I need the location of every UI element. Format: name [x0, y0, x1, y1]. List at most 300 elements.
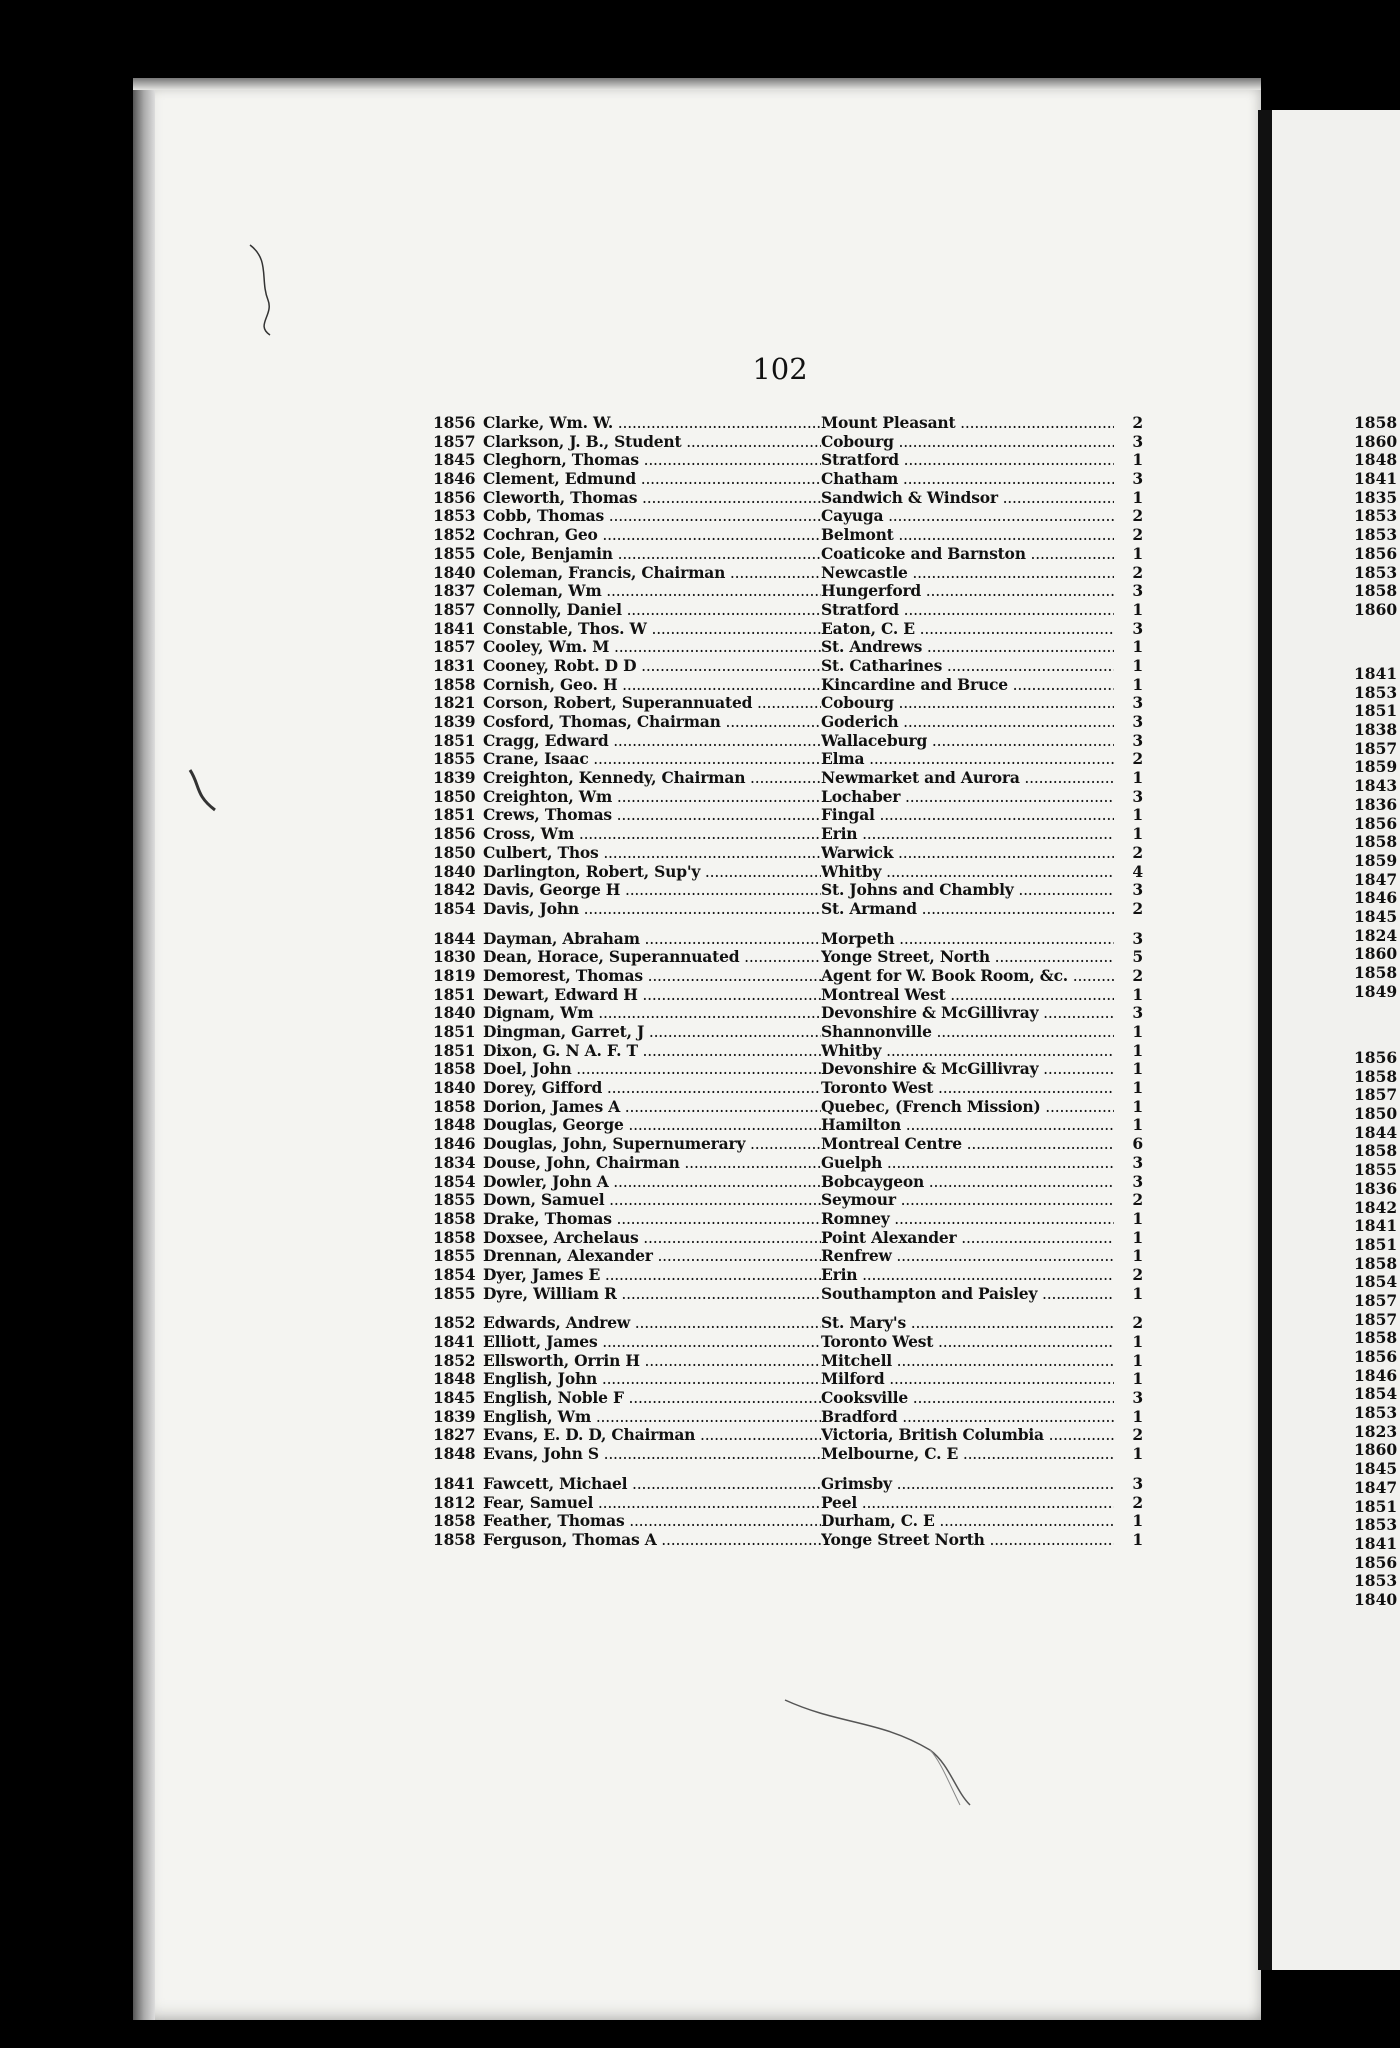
- page-top-shadow: [133, 78, 1261, 90]
- entry-row: [433, 1060, 1143, 1079]
- entry-year: 1850: [433, 786, 476, 806]
- entry-row: [433, 1333, 1143, 1352]
- facing-page-year: 1858: [1354, 581, 1398, 601]
- entry-row: [433, 1135, 1143, 1154]
- facing-page-year: 1857: [1354, 1309, 1398, 1329]
- entry-row: [433, 750, 1143, 769]
- entry-name: Dyer, James E .....: [483, 1266, 821, 1285]
- facing-page-year: 1835: [1354, 487, 1398, 507]
- entry-place: Melbourne, C. E .....: [821, 1445, 1114, 1464]
- entry-place: Sandwich & Windsor .....: [821, 489, 1114, 508]
- entry-year: 1848: [433, 1115, 476, 1135]
- entry-place: Yonge Street North .....: [821, 1531, 1114, 1550]
- entry-year: 1819: [433, 965, 476, 985]
- entry-name: Dewart, Edward H .....: [483, 986, 821, 1005]
- entry-row: [433, 1116, 1143, 1135]
- entry-row: [433, 1266, 1143, 1285]
- entry-year: 1839: [433, 768, 476, 788]
- entry-year: 1858: [433, 1096, 476, 1116]
- entry-row: [433, 1285, 1143, 1304]
- entry-name: Douglas, John, Supernumerary .....: [483, 1135, 821, 1154]
- entry-year: 1846: [433, 1134, 476, 1154]
- entry-name: Cooley, Wm. M .....: [483, 638, 821, 657]
- entry-name: Dixon, G. N A. F. T .....: [483, 1042, 821, 1061]
- entry-place: Hungerford .....: [821, 582, 1114, 601]
- entry-year: 1856: [433, 413, 476, 432]
- facing-page-year: 1851: [1354, 701, 1398, 721]
- entry-place: Montreal Centre .....: [821, 1135, 1114, 1154]
- entry-row: [433, 1475, 1143, 1494]
- entry-row: [433, 1352, 1143, 1371]
- entry-count: 1: [1132, 1511, 1143, 1531]
- entry-place: Bradford .....: [821, 1408, 1114, 1427]
- entry-year: 1840: [433, 1078, 476, 1098]
- entry-place: Hamilton .....: [821, 1116, 1114, 1135]
- entry-row: [433, 1389, 1143, 1408]
- entry-place: Toronto West .....: [821, 1079, 1114, 1098]
- entry-year: 1842: [433, 880, 476, 900]
- entry-count: 1: [1132, 1115, 1143, 1135]
- facing-page-year: 1856: [1354, 1347, 1398, 1366]
- entry-name: Crews, Thomas .....: [483, 806, 821, 825]
- entry-year: 1850: [433, 842, 476, 862]
- entry-place: Morpeth .....: [821, 930, 1114, 949]
- entry-name: Ferguson, Thomas A .....: [483, 1531, 821, 1550]
- scan-hair-mark: [240, 240, 290, 340]
- entry-count: 1: [1132, 637, 1143, 657]
- facing-page-year: 1856: [1354, 1048, 1398, 1067]
- entry-name: Dorey, Gifford .....: [483, 1079, 821, 1098]
- entry-name: Creighton, Kennedy, Chairman .....: [483, 769, 821, 788]
- entry-year: 1851: [433, 984, 476, 1004]
- facing-page-year: 1846: [1354, 888, 1398, 908]
- facing-page-year: 1841: [1354, 1216, 1398, 1236]
- entry-row: [433, 638, 1143, 657]
- entry-count: 1: [1132, 1444, 1143, 1464]
- facing-page-year: 1858: [1354, 832, 1398, 852]
- entry-count: 1: [1132, 543, 1143, 563]
- entry-row: [433, 1023, 1143, 1042]
- entry-place: Whitby .....: [821, 863, 1114, 882]
- entry-row: [433, 694, 1143, 713]
- entry-name: Fear, Samuel .....: [483, 1494, 821, 1513]
- entry-count: 1: [1132, 599, 1143, 619]
- facing-page-year: 1853: [1354, 506, 1398, 526]
- entry-row: [433, 1098, 1143, 1117]
- entry-count: 3: [1132, 469, 1143, 489]
- entry-count: 2: [1132, 965, 1143, 985]
- facing-page-year: 1849: [1354, 981, 1398, 1001]
- entry-year: 1845: [433, 450, 476, 470]
- facing-page-year: 1855: [1354, 1160, 1398, 1180]
- facing-page-year: 1853: [1354, 682, 1398, 702]
- entry-year: 1851: [433, 1022, 476, 1041]
- entry-place: St. Andrews .....: [821, 638, 1114, 657]
- entry-count: 1: [1132, 1096, 1143, 1116]
- entry-group: [433, 414, 1143, 919]
- entry-row: [433, 1191, 1143, 1210]
- entry-row: [433, 414, 1143, 433]
- facing-page-year: 1856: [1354, 813, 1398, 833]
- entry-year: 1855: [433, 1283, 476, 1303]
- entry-year: 1841: [433, 1332, 476, 1351]
- entry-place: Mitchell .....: [821, 1352, 1114, 1371]
- entry-place: Fingal .....: [821, 806, 1114, 825]
- entry-row: [433, 564, 1143, 583]
- entry-name: Dyre, William R .....: [483, 1285, 821, 1304]
- entry-name: Corson, Robert, Superannuated .....: [483, 694, 821, 713]
- entry-year: 1834: [433, 1152, 476, 1172]
- entry-name: Cole, Benjamin .....: [483, 545, 821, 564]
- entry-place: St. Catharines .....: [821, 657, 1114, 676]
- entry-place: Elma .....: [821, 750, 1114, 769]
- entry-year: 1848: [433, 1369, 476, 1389]
- entry-name: Cochran, Geo .....: [483, 526, 821, 545]
- entry-name: Dorion, James A .....: [483, 1098, 821, 1117]
- entry-year: 1839: [433, 712, 476, 731]
- entry-name: Cosford, Thomas, Chairman .....: [483, 713, 821, 732]
- entry-name: Ellsworth, Orrin H .....: [483, 1352, 821, 1371]
- entry-count: 2: [1132, 413, 1143, 432]
- entry-place: Cobourg .....: [821, 694, 1114, 713]
- facing-page-years-block-2: [1354, 665, 1400, 1001]
- entry-place: Cayuga .....: [821, 507, 1114, 526]
- entry-place: Romney .....: [821, 1210, 1114, 1229]
- entry-place: Southampton and Paisley .....: [821, 1285, 1114, 1304]
- entry-year: 1821: [433, 693, 476, 713]
- entry-place: Guelph .....: [821, 1154, 1114, 1173]
- facing-page-year: 1841: [1354, 469, 1398, 489]
- entry-count: 1: [1132, 1059, 1143, 1079]
- entry-place: Stratford .....: [821, 601, 1114, 620]
- entry-year: 1856: [433, 824, 476, 844]
- paper-tear-mark: [780, 1690, 1010, 1810]
- book-spine: [1258, 110, 1272, 1970]
- entry-name: Connolly, Daniel .....: [483, 601, 821, 620]
- facing-page-year: 1856: [1354, 1552, 1398, 1572]
- entry-count: 1: [1132, 1406, 1143, 1426]
- entry-name: Creighton, Wm .....: [483, 788, 821, 807]
- entry-year: 1854: [433, 1264, 476, 1284]
- entry-name: Cross, Wm .....: [483, 825, 821, 844]
- entry-place: Newcastle .....: [821, 564, 1114, 583]
- entry-name: Dean, Horace, Superannuated .....: [483, 948, 821, 967]
- entry-row: [433, 863, 1143, 882]
- entry-name: Cooney, Robt. D D .....: [483, 657, 821, 676]
- entry-name: English, Noble F .....: [483, 1389, 821, 1408]
- entry-place: Warwick .....: [821, 844, 1114, 863]
- entry-year: 1851: [433, 1040, 476, 1060]
- facing-page-year: 1857: [1354, 1290, 1398, 1310]
- entry-row: [433, 1210, 1143, 1229]
- entry-row: [433, 1229, 1143, 1248]
- entry-place: Belmont .....: [821, 526, 1114, 545]
- facing-page-year: 1845: [1354, 1459, 1398, 1479]
- entry-year: 1830: [433, 947, 476, 967]
- entry-row: [433, 526, 1143, 545]
- entry-name: English, John .....: [483, 1370, 821, 1389]
- entry-place: Toronto West .....: [821, 1333, 1114, 1352]
- facing-page-year: 1851: [1354, 1496, 1398, 1516]
- entry-year: 1831: [433, 655, 476, 675]
- entry-year: 1841: [433, 1473, 476, 1493]
- facing-page-year: 1858: [1354, 413, 1398, 432]
- entry-place: Point Alexander .....: [821, 1229, 1114, 1248]
- entry-year: 1841: [433, 618, 476, 638]
- facing-page-year: 1847: [1354, 869, 1398, 889]
- facing-page-year: 1838: [1354, 720, 1398, 740]
- entry-place: Whitby .....: [821, 1042, 1114, 1061]
- facing-page-year: 1854: [1354, 1384, 1398, 1404]
- facing-page-year: 1845: [1354, 906, 1398, 926]
- entry-count: 2: [1132, 525, 1143, 545]
- facing-page-year: 1853: [1354, 562, 1398, 582]
- entry-count: 2: [1132, 1313, 1143, 1333]
- entry-name: Dowler, John A .....: [483, 1173, 821, 1192]
- entry-count: 3: [1132, 431, 1143, 451]
- entry-name: Coleman, Wm .....: [483, 582, 821, 601]
- facing-page-year: 1836: [1354, 1178, 1398, 1198]
- entry-count: 2: [1132, 898, 1143, 918]
- facing-page-year: 1846: [1354, 1365, 1398, 1385]
- entry-row: [433, 1004, 1143, 1023]
- entry-name: Evans, E. D. D, Chairman .....: [483, 1426, 821, 1445]
- entry-row: [433, 967, 1143, 986]
- entry-row: [433, 601, 1143, 620]
- entry-row: [433, 1531, 1143, 1550]
- entry-name: Feather, Thomas .....: [483, 1512, 821, 1531]
- entry-year: 1844: [433, 928, 476, 948]
- facing-page-year: 1859: [1354, 850, 1398, 870]
- directory-entries: [433, 414, 1143, 1561]
- entry-place: Stratford .....: [821, 451, 1114, 470]
- entry-row: [433, 1408, 1143, 1427]
- entry-year: 1858: [433, 674, 476, 694]
- entry-year: 1840: [433, 861, 476, 881]
- entry-year: 1837: [433, 581, 476, 601]
- entry-name: Darlington, Robert, Sup'y .....: [483, 863, 821, 882]
- entry-name: Dayman, Abraham .....: [483, 930, 821, 949]
- facing-page-year: 1858: [1354, 1253, 1398, 1273]
- entry-count: 3: [1132, 1388, 1143, 1408]
- entry-place: Kincardine and Bruce .....: [821, 676, 1114, 695]
- entry-count: 2: [1132, 1264, 1143, 1284]
- entry-place: Devonshire & McGillivray .....: [821, 1060, 1114, 1079]
- entry-place: Devonshire & McGillivray .....: [821, 1004, 1114, 1023]
- facing-page-year: 1858: [1354, 963, 1398, 982]
- entry-place: Bobcaygeon .....: [821, 1173, 1114, 1192]
- entry-count: 2: [1132, 506, 1143, 526]
- entry-count: 1: [1132, 1078, 1143, 1098]
- entry-count: 1: [1132, 655, 1143, 675]
- facing-page-year: 1858: [1354, 1066, 1398, 1086]
- facing-page-year: 1847: [1354, 1477, 1398, 1497]
- entry-count: 1: [1132, 1529, 1143, 1549]
- facing-page-year: 1836: [1354, 794, 1398, 814]
- entry-count: 1: [1132, 1040, 1143, 1060]
- entry-name: Davis, John .....: [483, 900, 821, 919]
- entry-place: Peel .....: [821, 1494, 1114, 1513]
- entry-year: 1857: [433, 599, 476, 619]
- entry-count: 3: [1132, 880, 1143, 900]
- entry-year: 1812: [433, 1492, 476, 1512]
- entry-count: 3: [1132, 1473, 1143, 1493]
- entry-place: Newmarket and Aurora .....: [821, 769, 1114, 788]
- entry-row: [433, 788, 1143, 807]
- entry-place: Cooksville .....: [821, 1389, 1114, 1408]
- entry-place: Durham, C. E .....: [821, 1512, 1114, 1531]
- entry-count: 6: [1132, 1134, 1143, 1154]
- entry-count: 3: [1132, 618, 1143, 638]
- entry-count: 1: [1132, 450, 1143, 470]
- entry-place: Victoria, British Columbia .....: [821, 1426, 1114, 1445]
- entry-year: 1856: [433, 487, 476, 507]
- facing-page-year: 1824: [1354, 925, 1398, 945]
- entry-place: Shannonville .....: [821, 1023, 1114, 1042]
- entry-place: Milford .....: [821, 1370, 1114, 1389]
- entry-row: [433, 844, 1143, 863]
- entry-name: Down, Samuel .....: [483, 1191, 821, 1210]
- facing-page-years-block-1: [1354, 414, 1400, 620]
- entry-count: 1: [1132, 805, 1143, 825]
- page-number: 102: [752, 352, 808, 386]
- entry-row: [433, 1494, 1143, 1513]
- entry-group: [433, 1475, 1143, 1550]
- entry-place: Seymour .....: [821, 1191, 1114, 1210]
- entry-count: 1: [1132, 1350, 1143, 1370]
- entry-group: [433, 930, 1143, 1304]
- facing-page-year: 1851: [1354, 1234, 1398, 1254]
- facing-page-year: 1853: [1354, 525, 1398, 545]
- entry-year: 1845: [433, 1388, 476, 1408]
- entry-name: English, Wm .....: [483, 1408, 821, 1427]
- facing-page-years-block-3: [1354, 1049, 1400, 1610]
- entry-name: Demorest, Thomas .....: [483, 967, 821, 986]
- entry-count: 1: [1132, 1227, 1143, 1247]
- entry-count: 1: [1132, 824, 1143, 844]
- entry-name: Crane, Isaac .....: [483, 750, 821, 769]
- entry-year: 1857: [433, 637, 476, 657]
- facing-page-year: 1841: [1354, 664, 1398, 683]
- facing-page-year: 1860: [1354, 431, 1398, 451]
- scan-margin-mark: [185, 765, 225, 825]
- facing-page-year: 1848: [1354, 450, 1398, 470]
- entry-year: 1855: [433, 1246, 476, 1266]
- entry-count: 1: [1132, 674, 1143, 694]
- facing-page-year: 1841: [1354, 1533, 1398, 1553]
- entry-place: Grimsby .....: [821, 1475, 1114, 1494]
- entry-group: [433, 1314, 1143, 1464]
- entry-row: [433, 732, 1143, 751]
- entry-count: 2: [1132, 749, 1143, 769]
- facing-page-year: 1857: [1354, 1085, 1398, 1105]
- entry-name: Douglas, George .....: [483, 1116, 821, 1135]
- entry-count: 1: [1132, 487, 1143, 507]
- entry-name: Drennan, Alexander .....: [483, 1247, 821, 1266]
- entry-count: 2: [1132, 1492, 1143, 1512]
- entry-row: [433, 986, 1143, 1005]
- entry-year: 1855: [433, 543, 476, 563]
- facing-page-year: 1854: [1354, 1272, 1398, 1292]
- entry-year: 1827: [433, 1425, 476, 1445]
- entry-place: Yonge Street, North .....: [821, 948, 1114, 967]
- entry-year: 1846: [433, 469, 476, 489]
- facing-page-year: 1842: [1354, 1197, 1398, 1217]
- entry-place: Erin .....: [821, 1266, 1114, 1285]
- entry-year: 1858: [433, 1208, 476, 1228]
- entry-name: Edwards, Andrew .....: [483, 1314, 821, 1333]
- entry-name: Dingman, Garret, J .....: [483, 1023, 821, 1042]
- page-gutter-shadow: [133, 78, 155, 2020]
- facing-page-year: 1840: [1354, 1589, 1398, 1609]
- entry-row: [433, 769, 1143, 788]
- entry-row: [433, 489, 1143, 508]
- entry-row: [433, 948, 1143, 967]
- entry-row: [433, 451, 1143, 470]
- entry-year: 1851: [433, 805, 476, 825]
- entry-row: [433, 1247, 1143, 1266]
- entry-year: 1852: [433, 525, 476, 545]
- entry-count: 3: [1132, 1171, 1143, 1191]
- entry-year: 1858: [433, 1227, 476, 1247]
- entry-row: [433, 930, 1143, 949]
- entry-year: 1854: [433, 1171, 476, 1191]
- entry-place: St. Johns and Chambly .....: [821, 881, 1114, 900]
- entry-place: Quebec, (French Mission) .....: [821, 1098, 1114, 1117]
- entry-year: 1852: [433, 1350, 476, 1370]
- entry-row: [433, 1173, 1143, 1192]
- facing-page-year: 1857: [1354, 738, 1398, 758]
- entry-place: Cobourg .....: [821, 433, 1114, 452]
- entry-row: [433, 881, 1143, 900]
- entry-row: [433, 470, 1143, 489]
- facing-page-year: 1860: [1354, 944, 1398, 964]
- entry-row: [433, 1512, 1143, 1531]
- entry-name: Cleworth, Thomas .....: [483, 489, 821, 508]
- entry-count: 3: [1132, 712, 1143, 731]
- entry-year: 1839: [433, 1406, 476, 1426]
- entry-name: Douse, John, Chairman .....: [483, 1154, 821, 1173]
- entry-count: 3: [1132, 928, 1143, 948]
- entry-count: 1: [1132, 1369, 1143, 1389]
- entry-name: Doxsee, Archelaus .....: [483, 1229, 821, 1248]
- entry-row: [433, 806, 1143, 825]
- entry-count: 3: [1132, 1152, 1143, 1172]
- entry-year: 1851: [433, 730, 476, 750]
- entry-name: Clement, Edmund .....: [483, 470, 821, 489]
- entry-name: Cragg, Edward .....: [483, 732, 821, 751]
- entry-count: 1: [1132, 984, 1143, 1004]
- entry-row: [433, 1154, 1143, 1173]
- entry-place: St. Armand .....: [821, 900, 1114, 919]
- entry-row: [433, 545, 1143, 564]
- entry-year: 1858: [433, 1511, 476, 1531]
- facing-page-year: 1858: [1354, 1328, 1398, 1348]
- facing-page-year: 1858: [1354, 1141, 1398, 1161]
- entry-name: Cornish, Geo. H .....: [483, 676, 821, 695]
- entry-name: Fawcett, Michael .....: [483, 1475, 821, 1494]
- entry-count: 1: [1132, 1332, 1143, 1351]
- entry-count: 1: [1132, 1208, 1143, 1228]
- entry-name: Evans, John S .....: [483, 1445, 821, 1464]
- entry-count: 2: [1132, 842, 1143, 862]
- entry-name: Culbert, Thos .....: [483, 844, 821, 863]
- entry-count: 2: [1132, 562, 1143, 582]
- entry-name: Davis, George H .....: [483, 881, 821, 900]
- entry-row: [433, 1426, 1143, 1445]
- entry-row: [433, 1445, 1143, 1464]
- entry-row: [433, 825, 1143, 844]
